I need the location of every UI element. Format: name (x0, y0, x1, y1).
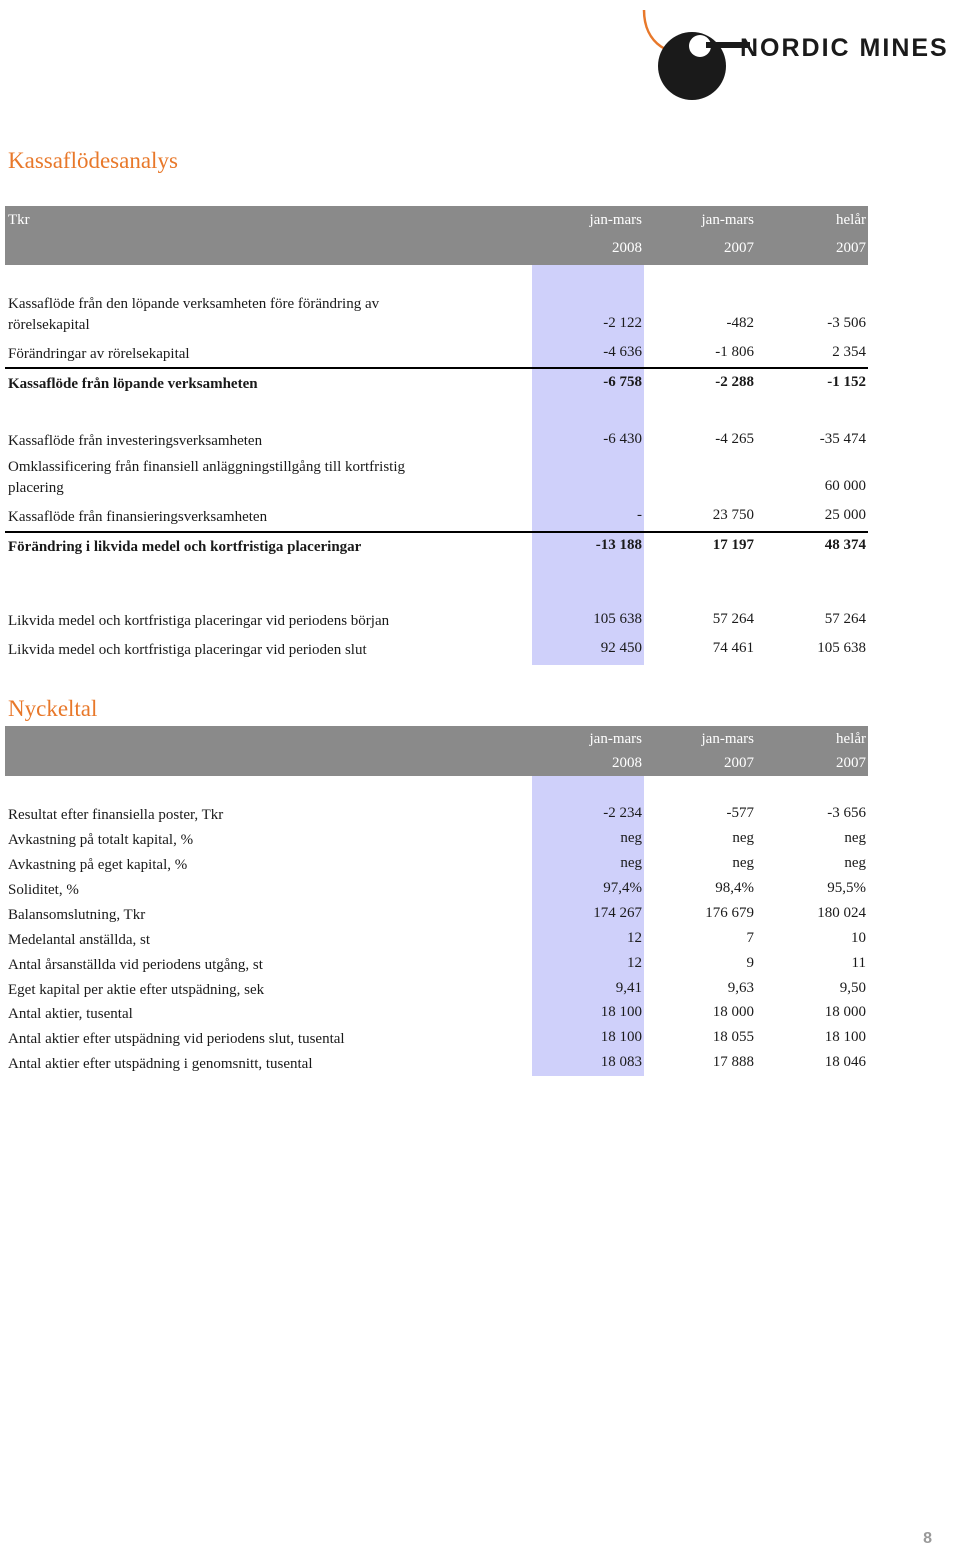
row-value-helar: 18 046 (824, 1054, 866, 1070)
row-value-2007: -577 (726, 805, 754, 821)
table-row (5, 855, 868, 877)
row-value-2008: 18 100 (600, 1004, 642, 1020)
col3-period: helår (836, 731, 866, 747)
unit-label: Tkr (8, 212, 30, 228)
table-row (5, 880, 868, 902)
row-value-2007: 74 461 (712, 640, 754, 656)
row-label: Förändring i likvida medel och kortfristiga placeringar (8, 539, 362, 555)
logo-mark-icon (640, 4, 750, 114)
row-value-2007: -4 265 (715, 431, 754, 447)
row-label: Omklassificering från finansiell anläggningstillgång till kortfristig placering (8, 459, 406, 496)
row-value-helar: 60 000 (824, 478, 866, 494)
row-value-helar: 18 100 (824, 1029, 866, 1045)
row-value-2008: neg (620, 855, 642, 871)
row-value-2007: 57 264 (712, 611, 754, 627)
table-row-subtotal (5, 367, 868, 397)
row-label: Antal aktier, tusental (8, 1006, 133, 1022)
table-row (5, 955, 868, 977)
table-row (5, 905, 868, 927)
table-row (5, 431, 868, 453)
table-row (5, 611, 868, 633)
table-row (5, 805, 868, 827)
row-label: Balansomslutning, Tkr (8, 907, 146, 923)
row-value-helar: 180 024 (817, 905, 866, 921)
row-value-helar: neg (844, 830, 866, 846)
row-value-2007: 17 888 (712, 1054, 754, 1070)
col1-year: 2008 (612, 240, 642, 256)
row-value-2008: 174 267 (593, 905, 642, 921)
row-value-2007: 7 (746, 930, 754, 946)
row-value-helar: -35 474 (819, 431, 866, 447)
row-value-2008: 18 083 (600, 1054, 642, 1070)
row-value-2007: 18 000 (712, 1004, 754, 1020)
row-label: Likvida medel och kortfristiga placeringar vid periodens början (8, 613, 390, 629)
row-value-2008: - (637, 507, 642, 523)
row-label: Soliditet, % (8, 882, 79, 898)
row-value-2008: -2 234 (603, 805, 642, 821)
table-row (5, 294, 868, 338)
cashflow-title: Kassaflödesanalys (8, 148, 178, 173)
row-label: Likvida medel och kortfristiga placeringar vid perioden slut (8, 642, 367, 658)
row-label: Antal aktier efter utspädning vid periodens slut, tusental (8, 1031, 345, 1047)
row-value-2008: 92 450 (600, 640, 642, 656)
row-value-2008: -2 122 (603, 315, 642, 331)
row-value-2007: -2 288 (715, 374, 754, 390)
row-value-2008: 9,41 (615, 980, 642, 996)
row-value-helar: 25 000 (824, 507, 866, 523)
keyfigures-title: Nyckeltal (8, 696, 98, 721)
col3-year: 2007 (836, 240, 866, 256)
table-row (5, 457, 868, 501)
table-row (5, 930, 868, 952)
row-label: Kassaflöde från den löpande verksamheten före förändring av rörelsekapital (8, 296, 380, 333)
col2-period: jan-mars (701, 731, 754, 747)
row-value-2008: -13 188 (595, 537, 642, 553)
row-label: Resultat efter finansiella poster, Tkr (8, 807, 224, 823)
row-value-2007: neg (732, 855, 754, 871)
row-value-helar: 9,50 (839, 980, 866, 996)
row-value-helar: 105 638 (817, 640, 866, 656)
row-label: Avkastning på eget kapital, % (8, 857, 188, 873)
col1-year: 2008 (612, 755, 642, 771)
row-value-helar: 18 000 (824, 1004, 866, 1020)
row-value-helar: 57 264 (824, 611, 866, 627)
table-row (5, 1004, 868, 1026)
row-value-helar: -1 152 (827, 374, 866, 390)
row-label: Förändringar av rörelsekapital (8, 346, 190, 362)
col2-year: 2007 (724, 240, 754, 256)
row-value-helar: 2 354 (832, 344, 866, 360)
col2-period: jan-mars (701, 212, 754, 228)
col1-period: jan-mars (589, 731, 642, 747)
row-value-helar: 48 374 (824, 537, 866, 553)
row-value-2008: 18 100 (600, 1029, 642, 1045)
row-value-2007: 23 750 (712, 507, 754, 523)
row-value-helar: neg (844, 855, 866, 871)
row-value-2007: 98,4% (715, 880, 754, 896)
row-value-helar: 11 (851, 955, 866, 971)
row-value-2008: 12 (627, 955, 642, 971)
table-row (5, 640, 868, 662)
row-value-2007: -482 (726, 315, 754, 331)
row-label: Eget kapital per aktie efter utspädning, sek (8, 982, 265, 998)
page-number: 8 (923, 1530, 932, 1547)
keyfigures-header (5, 726, 868, 776)
company-logo (640, 4, 950, 114)
table-row (5, 507, 868, 529)
row-value-2008: 12 (627, 930, 642, 946)
col3-period: helår (836, 212, 866, 228)
row-value-2008: -6 430 (603, 431, 642, 447)
table-row (5, 830, 868, 852)
row-label: Medelantal anställda, st (8, 932, 151, 948)
row-value-2008: 97,4% (603, 880, 642, 896)
row-value-helar: 95,5% (827, 880, 866, 896)
row-value-2007: 9 (746, 955, 754, 971)
row-value-2007: 17 197 (712, 537, 754, 553)
col1-period: jan-mars (589, 212, 642, 228)
table-row (5, 344, 868, 366)
row-value-2008: 105 638 (593, 611, 642, 627)
row-value-2007: neg (732, 830, 754, 846)
row-label: Avkastning på totalt kapital, % (8, 832, 194, 848)
logo-wordmark: NORDIC MINES (740, 34, 949, 62)
row-value-2007: 9,63 (727, 980, 754, 996)
row-label: Kassaflöde från investeringsverksamheten (8, 433, 263, 449)
col2-year: 2007 (724, 755, 754, 771)
row-label: Antal aktier efter utspädning i genomsnitt, tusental (8, 1056, 313, 1072)
cashflow-header (5, 206, 868, 265)
row-label: Kassaflöde från finansieringsverksamheten (8, 509, 268, 525)
row-value-helar: -3 506 (827, 315, 866, 331)
table-row (5, 980, 868, 1002)
row-value-helar: -3 656 (827, 805, 866, 821)
row-label: Kassaflöde från löpande verksamheten (8, 376, 258, 392)
row-label: Antal årsanställda vid periodens utgång, st (8, 957, 263, 973)
table-row-total (5, 531, 868, 561)
row-value-helar: 10 (851, 930, 866, 946)
col3-year: 2007 (836, 755, 866, 771)
row-value-2008: neg (620, 830, 642, 846)
table-row (5, 1054, 868, 1076)
row-value-2007: 176 679 (705, 905, 754, 921)
row-value-2007: -1 806 (715, 344, 754, 360)
row-value-2008: -4 636 (603, 344, 642, 360)
row-value-2008: -6 758 (603, 374, 642, 390)
table-row (5, 1029, 868, 1051)
row-value-2007: 18 055 (712, 1029, 754, 1045)
